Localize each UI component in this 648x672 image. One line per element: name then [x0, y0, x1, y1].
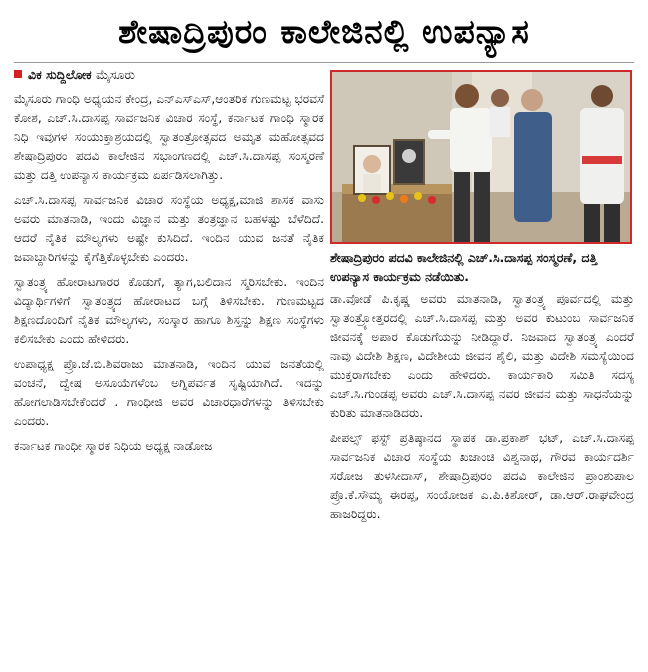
photo-caption: ಶೇಷಾದ್ರಿಪುರಂ ಪದವಿ ಕಾಲೇಜಿನಲ್ಲಿ ಎಚ್‌.ಸಿ.ದಾಸಪ್ಪ ಸಂಸ್ಮರಣೆ, ದತ್ತಿ ಉಪನ್ಯಾಸ ಕಾರ್ಯಕ್ರಮ ನಡೆಯಿತು. [330, 250, 597, 284]
headline: ಶೇಷಾದ್ರಿಪುರಂ ಕಾಲೇಜಿನಲ್ಲಿ ಉಪನ್ಯಾಸ [118, 12, 530, 51]
right-column [330, 248, 634, 530]
event-photo-illustration [332, 72, 630, 242]
source-label: ವಿಕ ಸುದ್ದಿಲೋಕ [28, 67, 92, 82]
bullet-square-icon [14, 70, 22, 78]
paragraph: ಕರ್ನಾಟಕ ಗಾಂಧೀ ಸ್ಮಾರಕ ನಿಧಿಯ ಅಧ್ಯಕ್ಷ ನಾಡೋಜ [14, 439, 213, 453]
paragraph: ಎಚ್‌.ಸಿ.ದಾಸಪ್ಪ ಸಾರ್ವಜನಿಕ ವಿಚಾರ ಸಂಸ್ಥೆಯ ಅಧ್ಯಕ್ಷ,ಮಾಜಿ ಶಾಸಕ ವಾಸು ಅವರು ಮಾತನಾಡಿ, ಇಂದು ವಿಜ್ಞಾನ ಮತ್ತು ತಂತ್ರಜ್ಞಾನ ಬಹಳಷ್ಟು ಬೆಳೆದಿದೆ. ಆದರೆ ನೈತಿಕ ಮೌಲ್ಯಗಳು ಅಷ್ಟೇ ಕುಸಿದಿದೆ. ಇಂದಿನ ಯುವ ಜನತೆ ನೈತಿಕ ಜವಾಬ್ದಾರಿಗಳನ್ನು ಕೈಗೆತ್ತಿಕೊಳ್ಳಬೇಕು ಎಂದರು. [14, 193, 324, 264]
news-photo [330, 70, 632, 244]
headline-rule [14, 62, 634, 63]
paragraph: ಸ್ವಾತಂತ್ರ್ಯ ಹೋರಾಟಗಾರರ ಕೊಡುಗೆ, ತ್ಯಾಗ,ಬಲಿದಾನ ಸ್ಮರಿಸಬೇಕು. ಇಂದಿನ ವಿದ್ಯಾರ್ಥಿಗಳಿಗೆ ಸ್ವಾತಂತ್ರ್ಯದ ಹೋರಾಟದ ಬಗ್ಗೆ ತಿಳಿಸಬೇಕು. ಗುಣಮಟ್ಟದ ಶಿಕ್ಷಣದೊಂದಿಗೆ ನೈತಿಕ ಮೌಲ್ಯಗಳು, ಸಂಸ್ಕಾರ ಹಾಗೂ ಶಿಸ್ತನ್ನು ಶಿಕ್ಷಣ ಸಂಸ್ಥೆಗಳು ಕಲಿಸಬೇಕು ಎಂದು ಹೇಳಿದರು. [14, 275, 324, 346]
place-label: ಮೈಸೂರು [96, 67, 135, 82]
paragraph: ಪೀಪಲ್ಸ್‌ ಫಸ್ಟ್‌ ಪ್ರತಿಷ್ಠಾನದ ಸ್ಥಾಪಕ ಡಾ.ಪ್ರಕಾಶ್‌ ಭಟ್‌, ಎಚ್‌.ಸಿ.ದಾಸಪ್ಪ ಸಾರ್ವಜನಿಕ ವಿಚಾರ ಸಂಸ್ಥೆಯ ಖಜಾಂಚಿ ವಿಶ್ವನಾಥ, ಗೌರವ ಕಾರ್ಯದರ್ಶಿ ಸರೋಜ ತುಳಸೀದಾಸ್‌, ಶೇಷಾದ್ರಿಪುರಂ ಪದವಿ ಕಾಲೇಜಿನ ಪ್ರಾಂಶುಪಾಲ ಪ್ರೊ.ಕೆ.ಸೌಮ್ಯ ಈರಪ್ಪ, ಸಂಯೋಜಕ ಎ.ಪಿ.ಕಿಶೋರ್‌, ಡಾ.ಆರ್‌.ರಾಘವೇಂದ್ರ ಹಾಜರಿದ್ದರು. [330, 431, 634, 521]
left-column [14, 90, 324, 462]
paragraph: ಡಾ.ವೋಡೆ ಪಿ.ಕೃಷ್ಣ ಅವರು ಮಾತನಾಡಿ, ಸ್ವಾತಂತ್ರ್ಯ ಪೂರ್ವದಲ್ಲಿ ಮತ್ತು ಸ್ವಾತಂತ್ರ್ಯೋತ್ತರದಲ್ಲಿ ಎಚ್‌.ಸಿ.ದಾಸಪ್ಪ ಮತ್ತು ಅವರ ಕುಟುಂಬ ಸಾರ್ವಜನಿಕ ಜೀವನಕ್ಕೆ ಅಪಾರ ಕೊಡುಗೆಯನ್ನು ನೀಡಿದ್ದಾರೆ. ನಿಜವಾದ ಸ್ವಾತಂತ್ರ್ಯ ಎಂದರೆ ನಾವು ವಿದೇಶಿ ಶಿಕ್ಷಣ, ವಿದೇಶೀಯ ಜೀವನ ಶೈಲಿ, ಮತ್ತು ವಿದೇಶಿ ಸಮಸ್ಯೆಯಿಂದ ಮುಕ್ತರಾಗಬೇಕು ಎಂದು ಹೇಳಿದರು. ಕಾರ್ಯಕಾರಿ ಸಮಿತಿ ಸದಸ್ಯ ಎಚ್‌.ಸಿ.ಗುಂಡಪ್ಪ ಅವರು ಎಚ್‌.ಸಿ.ದಾಸಪ್ಪ ನವರ ಜೀವನ ಮತ್ತು ಸಾಧನೆಯನ್ನು ಕುರಿತು ಮಾತನಾಡಿದರು. [330, 292, 634, 420]
paragraph: ಉಪಾಧ್ಯಕ್ಷ ಪ್ರೊ.ಜೆ.ಬಿ.ಶಿವರಾಜು ಮಾತನಾಡಿ, ಇಂದಿನ ಯುವ ಜನತೆಯಲ್ಲಿ ವಂಚನೆ, ದ್ವೇಷ ಅಸೂಯೆಗಳೆಂಬ ಅಗ್ನಿಪರ್ವತ ಸೃಷ್ಟಿಯಾಗಿದೆ. ಇದನ್ನು ಹೋಗಲಾಡಿಸಬೇಕೆಂದರೆ . ಗಾಂಧೀಜಿ ಅವರ ವಿಚಾರಧಾರೆಗಳನ್ನು ತಿಳಿಸಬೇಕು ಎಂದರು. [14, 357, 324, 428]
byline [14, 66, 135, 84]
paragraph: ಮೈಸೂರು ಗಾಂಧಿ ಅಧ್ಯಯನ ಕೇಂದ್ರ, ಎನ್‌ಎಸ್‌ಎಸ್‌,ಆಂತರಿಕ ಗುಣಮಟ್ಟ ಭರವಸೆ ಕೋಶ, ಎಚ್‌.ಸಿ.ದಾಸಪ್ಪ ಸಾರ್ವಜನಿಕ ವಿಚಾರ ಸಂಸ್ಥೆ, ಕರ್ನಾಟಕ ಗಾಂಧಿ ಸ್ಮಾರಕ ನಿಧಿ ಇವುಗಳ ಸಂಯುಕ್ತಾಶ್ರಯದಲ್ಲಿ ಸ್ವಾತಂತ್ರೋತ್ಸವದ ಅಮೃತ ಮಹೋತ್ಸವದ ಶೇಷಾದ್ರಿಪುರಂ ಪದವಿ ಕಾಲೇಜಿನ ಸಭಾಂಗಣದಲ್ಲಿ ಎಚ್‌.ಸಿ.ದಾಸಪ್ಪ ಸಂಸ್ಮರಣೆ ಮತ್ತು ದತ್ತಿ ಉಪನ್ಯಾಸ ಕಾರ್ಯಕ್ರಮ ಏರ್ಪಡಿಸಲಾಗಿತ್ತು. [14, 92, 324, 182]
